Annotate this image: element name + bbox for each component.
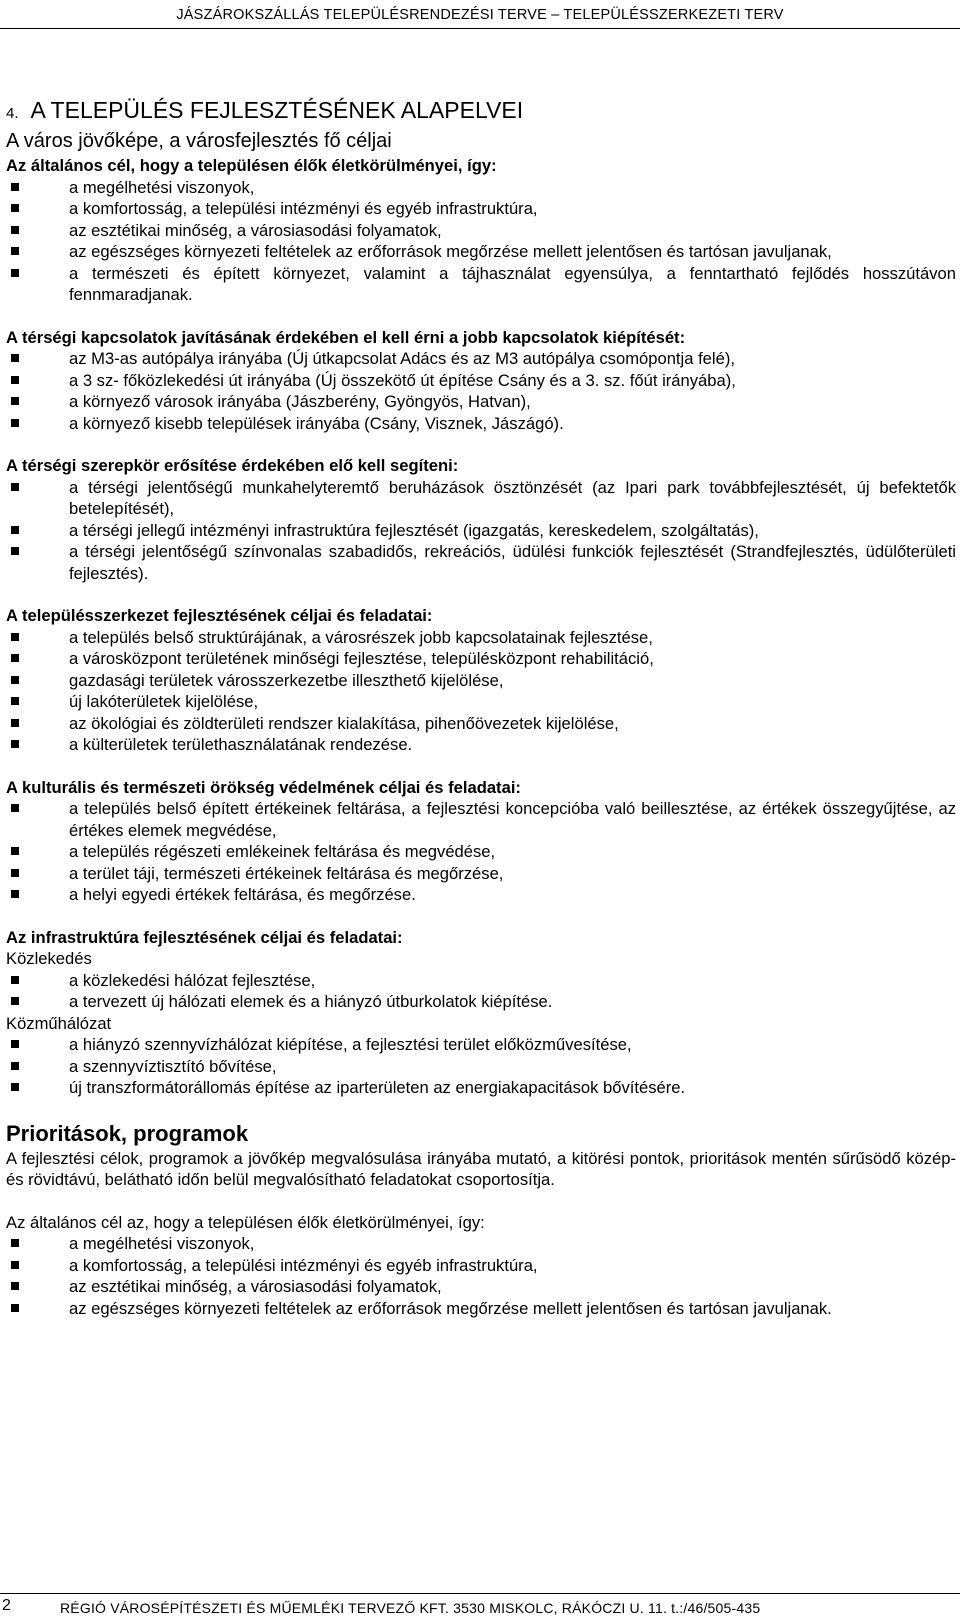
section-heritage — [6, 777, 956, 906]
list-item: az egészséges környezeti feltételek az erőforrások megőrzése mellett jelentősen és tartósan javuljanak, — [6, 241, 956, 263]
bullet-list — [6, 627, 956, 756]
list-item: a megélhetési viszonyok, — [6, 177, 956, 199]
list-item: a megélhetési viszonyok, — [6, 1233, 956, 1255]
bullet-list — [6, 1034, 956, 1099]
list-item: a 3 sz- főközlekedési út irányába (Új összekötő út építése Csány és a 3. sz. főút irányába), — [6, 370, 956, 392]
running-header: JÁSZÁROKSZÁLLÁS TELEPÜLÉSRENDEZÉSI TERVE – TELEPÜLÉSSZERKEZETI TERV — [176, 7, 784, 23]
list-item: a szennyvíztisztító bővítése, — [6, 1056, 956, 1078]
chapter-title-text: A TELEPÜLÉS FEJLESZTÉSÉNEK ALAPELVEI — [30, 97, 524, 123]
list-item: a tervezett új hálózati elemek és a hiányzó útburkolatok kiépítése. — [6, 991, 956, 1013]
section-settlement-structure — [6, 605, 956, 756]
priorities-paragraph: A fejlesztési célok, programok a jövőkép megvalósulása irányába mutató, a kitörési pontok, prioritások mentén sűrűsödő közép- és rövidtávú, belátható időn belül megvalósítható feladatokat csoportosítja. — [6, 1148, 956, 1189]
section-regional-connections — [6, 327, 956, 435]
list-item: a komfortosság, a települési intézményi és egyéb infrastruktúra, — [6, 198, 956, 220]
bullet-list — [6, 477, 956, 585]
chapter-title — [6, 96, 956, 128]
section-heading: Az infrastruktúra fejlesztésének céljai és feladatai: — [6, 927, 403, 947]
list-item: a természeti és épített környezet, valamint a tájhasználat egyensúlya, a fenntartható fejlődés hosszútávon fennmaradjanak. — [6, 263, 956, 306]
list-item: a terület táji, természeti értékeinek feltárása és megőrzése, — [6, 863, 956, 885]
page-number: 2 — [2, 1597, 11, 1614]
list-item: a helyi egyedi értékek feltárása, és megőrzése. — [6, 884, 956, 906]
group-label-transport: Közlekedés — [6, 949, 92, 968]
section-heading: A térségi kapcsolatok javításának érdekében el kell érni a jobb kapcsolatok kiépítését: — [6, 327, 686, 347]
bullet-list — [6, 1233, 956, 1319]
bullet-list — [6, 970, 956, 1013]
list-item: a település belső struktúrájának, a városrészek jobb kapcsolatainak fejlesztése, — [6, 627, 956, 649]
list-item: az ökológiai és zöldterületi rendszer kialakítása, pihenőövezetek kijelölése, — [6, 713, 956, 735]
list-item: a külterületek területhasználatának rendezése. — [6, 734, 956, 756]
bullet-list — [6, 177, 956, 306]
list-item: új transzformátorállomás építése az iparterületen az energiakapacitások bővítésére. — [6, 1077, 956, 1099]
list-item: az esztétikai minőség, a városiasodási folyamatok, — [6, 220, 956, 242]
list-item: a hiányzó szennyvízhálózat kiépítése, a fejlesztési terület előközművesítése, — [6, 1034, 956, 1056]
list-item: a környező kisebb települések irányába (Csány, Visznek, Jászágó). — [6, 413, 956, 435]
section-general-goal — [6, 155, 956, 306]
list-item: a térségi jelentőségű színvonalas szabadidős, rekreációs, üdülési funkciók fejlesztését (Strandfejlesztés, üdülőterületi fejlesztés). — [6, 541, 956, 584]
section-priorities — [6, 1120, 956, 1320]
list-item: a környező városok irányába (Jászberény, Gyöngyös, Hatvan), — [6, 391, 956, 413]
list-item: a komfortosság, a települési intézményi és egyéb infrastruktúra, — [6, 1255, 956, 1277]
list-item: a térségi jellegű intézményi infrastruktúra fejlesztését (igazgatás, kereskedelem, szolgáltatás), — [6, 520, 956, 542]
priorities-heading: Az általános cél az, hogy a településen élők életkörülményei, így: — [6, 1212, 485, 1232]
list-item: a közlekedési hálózat fejlesztése, — [6, 970, 956, 992]
list-item: a település belső épített értékeinek feltárása, a fejlesztési koncepcióba való beillesztése, az értékek összegyűjtése, az értékes elemek megvédése, — [6, 798, 956, 841]
list-item: az esztétikai minőség, a városiasodási folyamatok, — [6, 1276, 956, 1298]
list-item: új lakóterületek kijelölése, — [6, 691, 956, 713]
footer-firm: RÉGIÓ VÁROSÉPÍTÉSZETI ÉS MŰEMLÉKI TERVEZŐ KFT. 3530 MISKOLC, RÁKÓCZI U. 11. t.:/46/505-435 — [60, 1600, 761, 1616]
section-subtitle: A város jövőképe, a városfejlesztés fő céljai — [6, 130, 392, 152]
section-infrastructure — [6, 927, 956, 1099]
section-heading: A térségi szerepkör erősítése érdekében elő kell segíteni: — [6, 456, 459, 475]
list-item: a városközpont területének minőségi fejlesztése, településközpont rehabilitáció, — [6, 648, 956, 670]
list-item: az egészséges környezeti feltételek az erőforrások megőrzése mellett jelentősen és tartósan javuljanak. — [6, 1298, 956, 1320]
section-heading: A településszerkezet fejlesztésének céljai és feladatai: — [6, 606, 433, 625]
document-body — [6, 96, 956, 1319]
list-item: a település régészeti emlékeinek feltárása és megvédése, — [6, 841, 956, 863]
bullet-list — [6, 798, 956, 906]
bullet-list — [6, 348, 956, 434]
group-label-utilities: Közműhálózat — [6, 1013, 112, 1033]
header-divider — [0, 28, 960, 29]
section-heading: A kulturális és természeti örökség védelmének céljai és feladatai: — [6, 777, 521, 797]
priorities-title: Prioritások, programok — [6, 1120, 249, 1146]
section-heading: Az általános cél, hogy a településen élők életkörülményei, így: — [6, 156, 497, 175]
section-regional-role — [6, 455, 956, 584]
list-item: az M3-as autópálya irányába (Új útkapcsolat Adács és az M3 autópálya csomópontja felé), — [6, 348, 956, 370]
list-item: a térségi jelentőségű munkahelyteremtő beruházások ösztönzését (az Ipari park továbbfejlesztését, új befektetők betelepítését), — [6, 477, 956, 520]
chapter-number: 4. — [6, 105, 19, 122]
list-item: gazdasági területek városszerkezetbe illeszthető kijelölése, — [6, 670, 956, 692]
footer-divider — [0, 1593, 960, 1594]
